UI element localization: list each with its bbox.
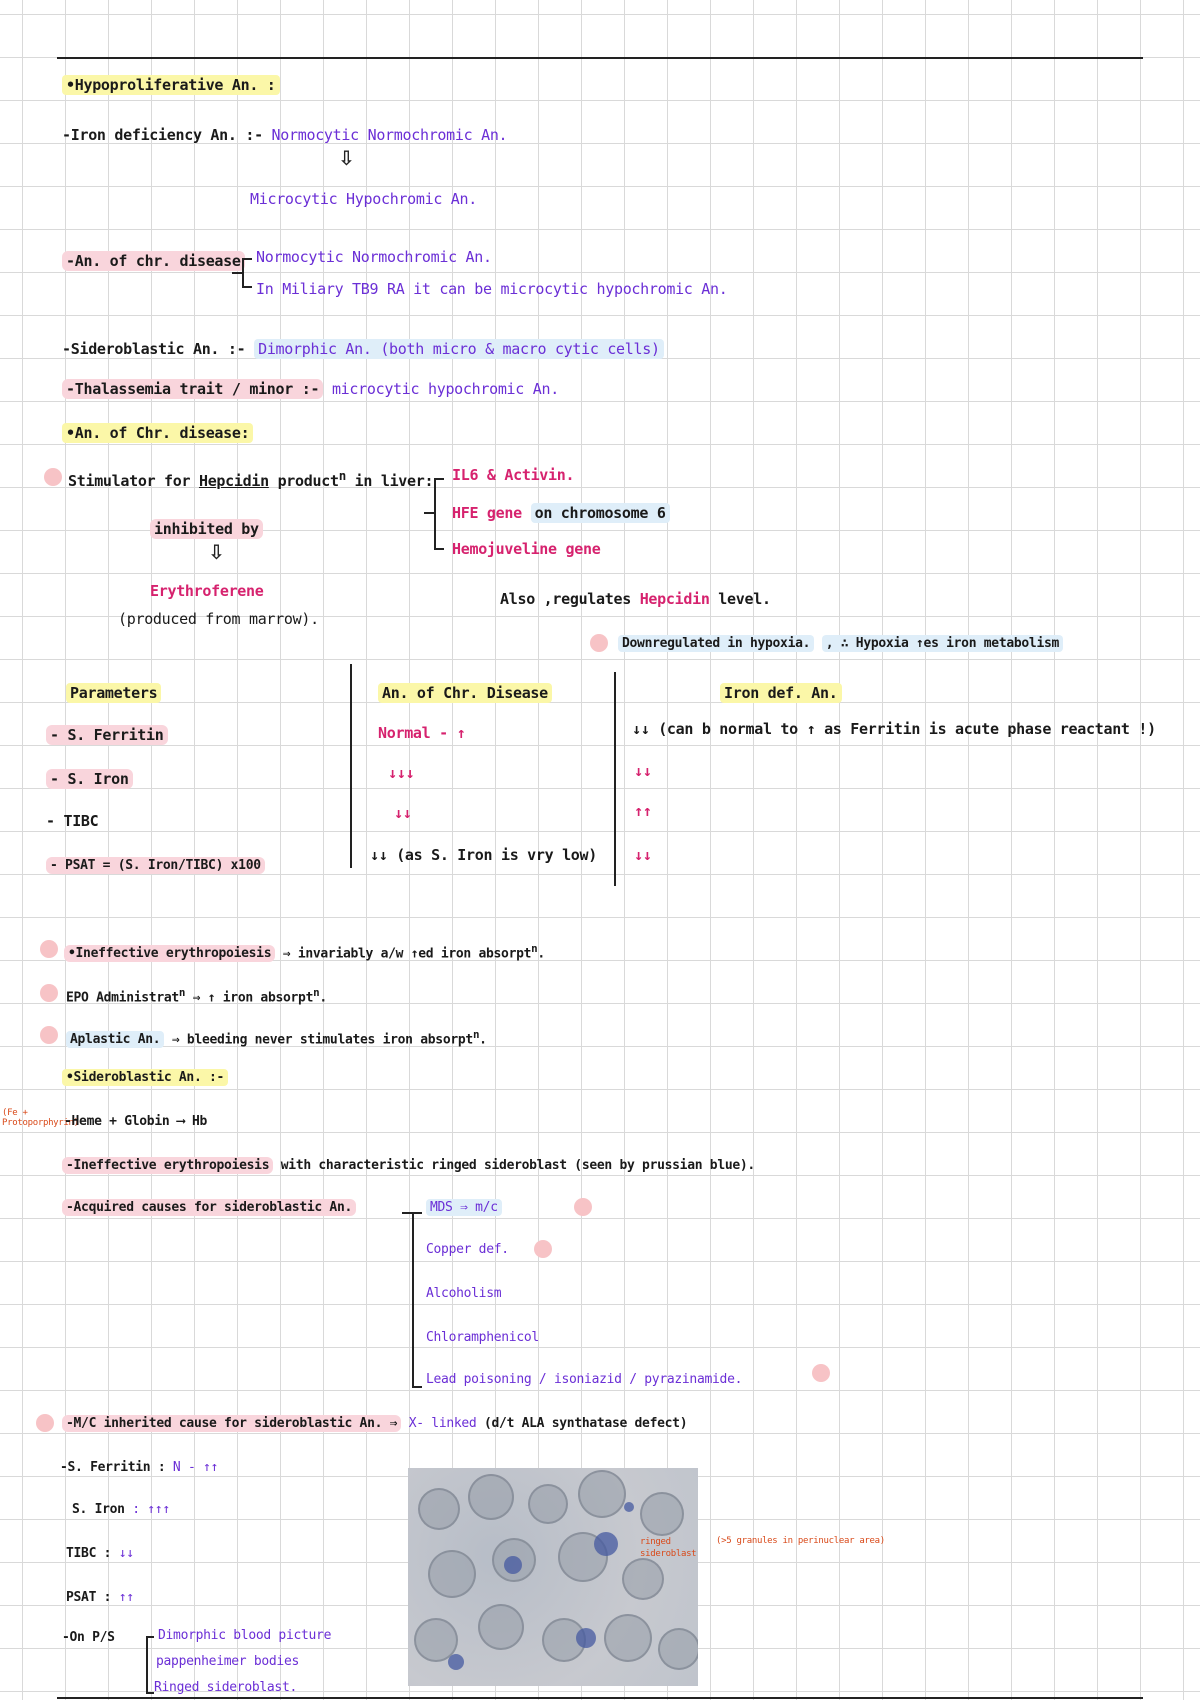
brace <box>424 512 434 514</box>
stimulator-line: Stimulator for Hepcidin product$^n$ in liver: <box>68 468 434 490</box>
table-row-acd: ↓↓ (as S. Iron is vry low) <box>370 846 598 864</box>
brace <box>146 1692 154 1694</box>
table-divider <box>350 664 352 868</box>
il6-activin: IL6 & Activin. <box>452 466 575 484</box>
heading-sideroblastic: •Sideroblastic An. :- <box>62 1070 228 1085</box>
table-row-ida: ↓↓ <box>634 846 652 864</box>
table-row-param: - PSAT = (S. Iron/TIBC) x100 <box>46 858 265 873</box>
heading-chronic-disease: •An. of Chr. disease: <box>62 424 253 442</box>
cause-item: Alcoholism <box>426 1286 502 1301</box>
ineffective-erythropoiesis-line: •Ineffective erythropoiesis ⇒ invariably a/w ↑ed iron absorpt$^n$. <box>64 942 545 961</box>
table-row-param: - TIBC <box>46 812 99 830</box>
table-row-acd: Normal - ↑ <box>378 724 466 742</box>
table-divider <box>614 672 616 886</box>
table-row-ida: ↓↓ (can b normal to ↑ as Ferritin is acute phase reactant !) <box>632 720 1156 738</box>
table-row-ida: ↓↓ <box>634 762 652 780</box>
top-rule <box>57 57 1143 59</box>
image-annotation-ringed: ringed sideroblast <box>640 1537 697 1559</box>
brace <box>412 1212 414 1386</box>
cause-item: MDS ⇒ m/c <box>426 1200 502 1215</box>
chronic-disease-label: -An. of chr. disease <box>62 252 245 270</box>
microcytic-line: Microcytic Hypochromic An. <box>250 190 478 208</box>
thalassemia-line: -Thalassemia trait / minor :- microcytic hypochromic An. <box>62 380 559 398</box>
brace <box>412 1212 422 1214</box>
microscopy-image <box>408 1468 698 1686</box>
heme-globin-line: -Heme + Globin ⟶ Hb <box>64 1114 208 1129</box>
lab-iron: S. Iron : ↑↑↑ <box>72 1502 170 1517</box>
also-regulates: Also ,regulates Hepcidin level. <box>500 590 771 608</box>
brace <box>434 548 444 550</box>
bottom-rule <box>57 1697 1143 1699</box>
erythroferone: Erythroferene <box>150 582 264 600</box>
heading-hypoproliferative: •Hypoproliferative An. : <box>62 76 280 94</box>
bullet-dot <box>44 468 62 486</box>
down-arrow-icon: ⇩ <box>208 540 225 564</box>
brace <box>146 1636 154 1638</box>
cause-item: Copper def. <box>426 1242 509 1257</box>
brace <box>146 1636 148 1692</box>
aplastic-line: Aplastic An. ⇒ bleeding never stimulates iron absorpt$^n$. <box>66 1028 487 1047</box>
brace <box>232 272 242 274</box>
hemojuveline-gene: Hemojuveline gene <box>452 540 601 558</box>
table-header-parameters: Parameters <box>66 684 161 702</box>
cause-item: Chloramphenicol <box>426 1330 539 1345</box>
brace <box>242 286 252 288</box>
sideroblastic-line: -Sideroblastic An. :- Dimorphic An. (both micro & macro cytic cells) <box>62 340 664 358</box>
hypoxia-line: Downregulated in hypoxia. , ∴ Hypoxia ↑es iron metabolism <box>618 636 1063 651</box>
ps-label: -On P/S <box>62 1630 115 1645</box>
ringed-sideroblast-line: -Ineffective erythropoiesis with characteristic ringed sideroblast (seen by prussian blue). <box>62 1158 755 1173</box>
bullet-dot <box>590 634 608 652</box>
iron-deficiency-line: -Iron deficiency An. :- Normocytic Normochromic An. <box>62 126 508 144</box>
brace <box>412 1386 422 1388</box>
cause-item: Lead poisoning / isoniazid / pyrazinamide. <box>426 1372 743 1387</box>
down-arrow-icon: ⇩ <box>338 146 355 170</box>
table-row-acd: ↓↓↓ <box>388 764 415 782</box>
lab-tibc: TIBC : ↓↓ <box>66 1546 134 1561</box>
brace <box>434 478 436 548</box>
table-row-param: - S. Ferritin <box>46 726 168 744</box>
bullet-dot <box>574 1198 592 1216</box>
table-row-acd: ↓↓ <box>394 804 412 822</box>
bullet-dot <box>812 1364 830 1382</box>
hfe-gene: HFE gene on chromosome 6 <box>452 504 670 522</box>
table-header-ida: Iron def. An. <box>720 684 842 702</box>
bullet-dot <box>40 940 58 958</box>
lab-ferritin: -S. Ferritin : N - ↑↑ <box>60 1460 219 1475</box>
table-row-ida: ↑↑ <box>634 802 652 820</box>
acquired-causes-label: -Acquired causes for sideroblastic An. <box>62 1200 356 1215</box>
brace <box>434 478 444 480</box>
ps-item: pappenheimer bodies <box>156 1654 300 1669</box>
ps-item: Dimorphic blood picture <box>158 1628 332 1643</box>
erythroferone-source: (produced from marrow). <box>118 610 319 628</box>
bullet-dot <box>40 1026 58 1044</box>
inhibited-by: inhibited by <box>150 520 263 538</box>
image-annotation-granules: (>5 granules in perinuclear area) <box>716 1536 885 1546</box>
bullet-dot <box>36 1414 54 1432</box>
chronic-disease-value-2: In Miliary TB9 RA it can be microcytic hypochromic An. <box>256 280 728 298</box>
inherited-cause-line: -M/C inherited cause for sideroblastic An. ⇒ X- linked (d/t ALA synthatase defect) <box>62 1416 687 1431</box>
bullet-dot <box>534 1240 552 1258</box>
brace <box>242 258 252 260</box>
brace <box>402 1212 412 1214</box>
ps-item: Ringed sideroblast. <box>154 1680 298 1695</box>
table-header-acd: An. of Chr. Disease <box>378 684 552 702</box>
lab-psat: PSAT : ↑↑ <box>66 1590 134 1605</box>
bullet-dot <box>40 984 58 1002</box>
margin-note: (Fe + Protoporphyrin) <box>2 1108 79 1128</box>
brace <box>242 258 244 286</box>
epo-line: EPO Administrat$^n$ ⇒ ↑ iron absorpt$^n$. <box>66 986 327 1006</box>
table-row-param: - S. Iron <box>46 770 133 788</box>
chronic-disease-value-1: Normocytic Normochromic An. <box>256 248 492 266</box>
